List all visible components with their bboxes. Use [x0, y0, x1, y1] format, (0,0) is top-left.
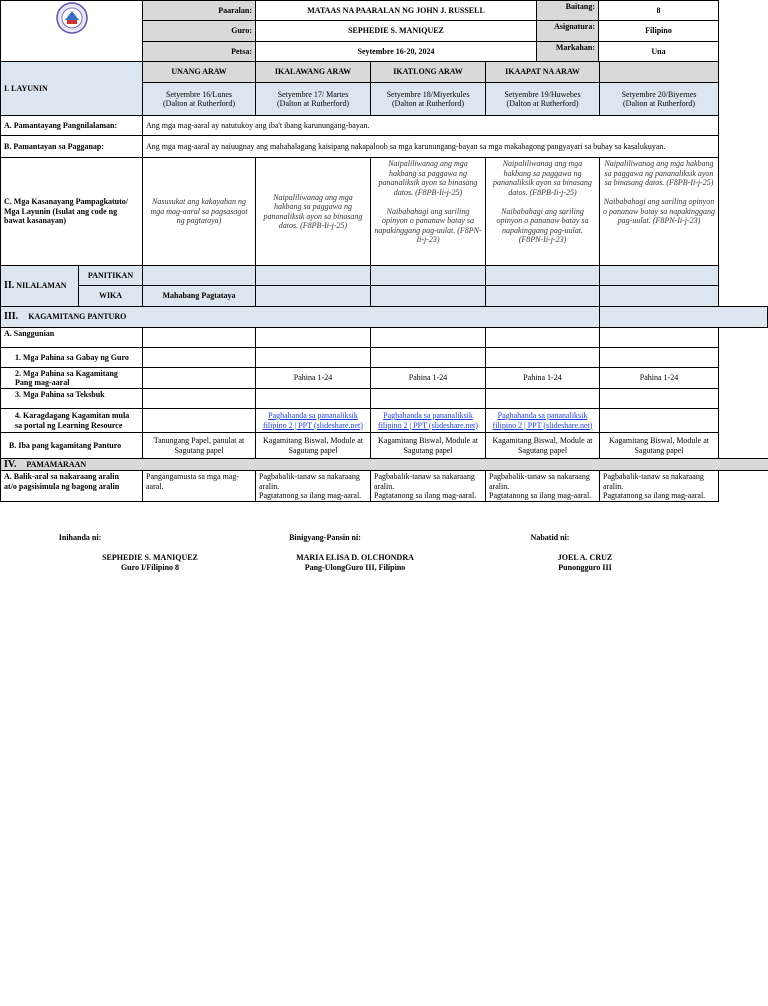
balik-aral-day-5: Pagbabalik-tanaw sa nakaraang aralin. Pagtatanong sa ilang mag-aaral. — [599, 470, 719, 502]
kasanayan-day-2: Naipaliliwanag ang mga hakbang sa paggawa ng pananaliksik ayon sa binasang datos. (F8PB-Ii-j-25) — [255, 157, 371, 266]
teksbuk-day-3 — [370, 388, 486, 409]
day-4-header: IKAAPAT NA ARAW — [485, 61, 600, 83]
balik-aral-day-4: Pagbabalik-tanaw sa nakaraang aralin. Pagtatanong sa ilang mag-aaral. — [485, 470, 600, 502]
guro-value: SEPHEDIE S. MANIQUEZ — [255, 20, 537, 42]
day-1-header: UNANG ARAW — [142, 61, 256, 83]
asignatura-label: Asignatura: — [536, 20, 599, 42]
karagdagang-kagamitan-label: 4. Karagdagang Kagamitan mula sa portal ng Learning Resource — [0, 408, 143, 433]
pamantayang-pangnilalaman-text: Ang mga mag-aaral ay natutukoy ang iba't ibang karunungang-bayan. — [142, 115, 719, 136]
kasanayan-day-5: Naipaliliwanag ang mga hakbang sa paggawa ng pananaliksik ayon sa binasang datos. (F8PB-Ii-j-25) Naibabahagi ang sariling opinyon o pananaw batay sa napakinggang pag-uulat. (F8PN-Ii-j-23) — [599, 157, 719, 266]
wika-day-5 — [599, 285, 719, 307]
wika-label: WIKA — [78, 285, 143, 307]
pamamaraan-num: IV. — [4, 458, 17, 470]
pahina-day-4: Pahina 1-24 — [485, 367, 600, 389]
slideshare-link-day-4[interactable]: Paghahanda sa pananaliksik filipino 2 | PPT (slideshare.net) — [485, 408, 600, 433]
teksbuk-label: 3. Mga Pahina sa Teksbuk — [0, 388, 143, 409]
guro-label: Guro: — [142, 20, 256, 42]
pahina-day-1 — [142, 367, 256, 389]
approved-by-name: JOEL A. CRUZ — [557, 553, 613, 562]
noted-by-name: MARIA ELISA D. OLCHONDRA — [296, 553, 414, 562]
kagamitan-header — [0, 306, 600, 328]
kagamitan-header-extend — [599, 306, 768, 328]
panitikan-day-1 — [142, 265, 256, 286]
panitikan-day-3 — [370, 265, 486, 286]
pahina-day-2: Pahina 1-24 — [255, 367, 371, 389]
panitikan-day-5 — [599, 265, 719, 286]
gabay-day-1 — [142, 347, 256, 368]
wika-day-4 — [485, 285, 600, 307]
sanggunian-day-3 — [370, 327, 486, 348]
iba-pang-kagamitan-label: B. Iba pang kagamitang Panturo — [0, 432, 143, 459]
paaralan-value: MATAAS NA PAARALAN NG JOHN J. RUSSELL — [255, 0, 537, 21]
petsa-value: Seytembre 16-20, 2024 — [255, 41, 537, 62]
date-1: Setyembre 16/Lunes (Dalton at Rutherford) — [142, 82, 256, 116]
binigyang-pansin-label: Binigyang-Pansin ni: — [289, 533, 361, 542]
kasanayan-day-1: Nasusukat ang kakayahan ng mga mag-aaral sa pagsasagot ng pagtataya) — [142, 157, 256, 266]
gabay-day-3 — [370, 347, 486, 368]
wika-day-2 — [255, 285, 371, 307]
iba-day-4: Kagamitang Biswal, Module at Sagutang papel — [485, 432, 600, 459]
iba-day-5: Kagamitang Biswal, Module at Sagutang papel — [599, 432, 719, 459]
teksbuk-day-4 — [485, 388, 600, 409]
nilalaman-label — [0, 265, 79, 307]
kagamitan-title: KAGAMITANG PANTURO — [28, 312, 127, 322]
sanggunian-label: A. Sanggunian — [0, 327, 143, 348]
date-4: Setyembre 19/Huwebes (Dalton at Rutherford) — [485, 82, 600, 116]
nabatid-label: Nabatid ni: — [530, 533, 570, 542]
day-2-header: IKALAWANG ARAW — [255, 61, 371, 83]
pamamaraan-title: PAMAMARAAN — [26, 459, 87, 469]
date-5: Setyembre 20/Biyernes (Dalton at Rutherford) — [599, 82, 719, 116]
teksbuk-day-1 — [142, 388, 256, 409]
markahan-value: Una — [598, 41, 719, 62]
panitikan-day-2 — [255, 265, 371, 286]
gabay-day-2 — [255, 347, 371, 368]
pamantayan-sa-pagganap-label: B. Pamantayan sa Pagganap: — [0, 135, 143, 158]
kasanayan-label: C. Mga Kasanayang Pampagkatuto/ Mga Layunin (Isulat ang code ng bawat kasanayan) — [0, 157, 143, 266]
wika-day-1: Mahabang Pagtataya — [142, 285, 256, 307]
pamantayan-sa-pagganap-text: Ang mga mag-aaral ay naiuugnay ang mahahalagang kaisipang nakapaloob sa mga karunungang-bayan sa mga makabagong pangyayari sa buhay sa kasalukuyan. — [142, 135, 719, 158]
day-3-header: IKATLONG ARAW — [370, 61, 486, 83]
nilalaman-title: NILALAMAN — [16, 281, 67, 291]
sanggunian-day-4 — [485, 327, 600, 348]
kagamitang-pang-mag-aaral-label: 2. Mga Pahina sa Kagamitang Pang mag-aaral — [0, 367, 143, 389]
pahina-day-5: Pahina 1-24 — [599, 367, 719, 389]
gabay-label: 1. Mga Pahina sa Gabay ng Guro — [0, 347, 143, 368]
iba-day-1: Tanungang Papel, panulat at Sagutang papel — [142, 432, 256, 459]
noted-by-title: Pang-UlongGuro III, Filipino — [304, 563, 406, 572]
panitikan-day-4 — [485, 265, 600, 286]
iba-day-3: Kagamitang Biswal, Module at Sagutang papel — [370, 432, 486, 459]
nilalaman-num: II. — [4, 280, 15, 292]
sanggunian-day-1 — [142, 327, 256, 348]
prepared-by-title: Guro I/Filipino 8 — [120, 563, 180, 572]
teksbuk-day-5 — [599, 388, 719, 409]
iba-day-2: Kagamitang Biswal, Module at Sagutang papel — [255, 432, 371, 459]
approved-by-title: Punongguro III — [558, 563, 612, 572]
panitikan-label: PANITIKAN — [78, 265, 143, 286]
day-5-header — [599, 61, 719, 83]
slideshare-link-day-3[interactable]: Paghahanda sa pananaliksik filipino 2 | PPT (slideshare.net) — [370, 408, 486, 433]
date-3: Setyembre 18/Miyerkules (Dalton at Rutherford) — [370, 82, 486, 116]
slideshare-link-day-2[interactable]: Paghahanda sa pananaliksik filipino 2 | PPT (slideshare.net) — [255, 408, 371, 433]
kasanayan-day-4: Naipaliliwanag ang mga hakbang sa paggawa ng pananaliksik ayon sa binasang datos. (F8PB-Ii-j-25) Naibabahagi ang sariling opinyon o pananaw batay sa napakinggang pag-uulat. (F8PN-Ii-j-23) — [485, 157, 600, 266]
sanggunian-day-2 — [255, 327, 371, 348]
wika-day-3 — [370, 285, 486, 307]
balik-aral-label: A. Balik-aral sa nakaraang aralin at/o pagsisimula ng bagong aralin — [0, 470, 143, 502]
inihanda-label: Inihanda ni: — [58, 533, 102, 542]
gabay-day-5 — [599, 347, 719, 368]
paaralan-label: Paaralan: — [142, 0, 256, 21]
date-2: Setyembre 17/ Martes (Dalton at Rutherford) — [255, 82, 371, 116]
balik-aral-day-3: Pagbabalik-tanaw sa nakaraang aralin. Pagtatanong sa ilang mag-aaral. — [370, 470, 486, 502]
prepared-by-name: SEPHEDIE S. MANIQUEZ — [102, 553, 198, 562]
teksbuk-day-2 — [255, 388, 371, 409]
deped-seal-logo — [0, 0, 143, 62]
kasanayan-day-3: Naipaliliwanag ang mga hakbang sa paggawa ng pananaliksik ayon sa binasang datos. (F8PB-Ii-j-25) Naibabahagi ang sariling opinyon o pananaw batay sa napakinggang pag-uulat. (F8PN-Ii-j-23) — [370, 157, 486, 266]
kagamitan-num: III. — [4, 311, 19, 323]
layunin-label: I. LAYUNIN — [0, 61, 143, 116]
baitang-label: Baitang: — [536, 0, 599, 21]
link-day-5 — [599, 408, 719, 433]
pahina-day-3: Pahina 1-24 — [370, 367, 486, 389]
asignatura-value: Filipino — [598, 20, 719, 42]
balik-aral-day-1: Pangangamusta sa mga mag-aaral. — [142, 470, 256, 502]
balik-aral-day-2: Pagbabalik-tanaw sa nakaraang aralin. Pagtatanong sa ilang mag-aaral. — [255, 470, 371, 502]
gabay-day-4 — [485, 347, 600, 368]
sanggunian-day-5 — [599, 327, 719, 348]
link-day-1 — [142, 408, 256, 433]
markahan-label: Markahan: — [536, 41, 599, 62]
petsa-label: Petsa: — [142, 41, 256, 62]
pamantayang-pangnilalaman-label: A. Pamantayang Pangnilalaman: — [0, 115, 143, 136]
baitang-value: 8 — [598, 0, 719, 21]
